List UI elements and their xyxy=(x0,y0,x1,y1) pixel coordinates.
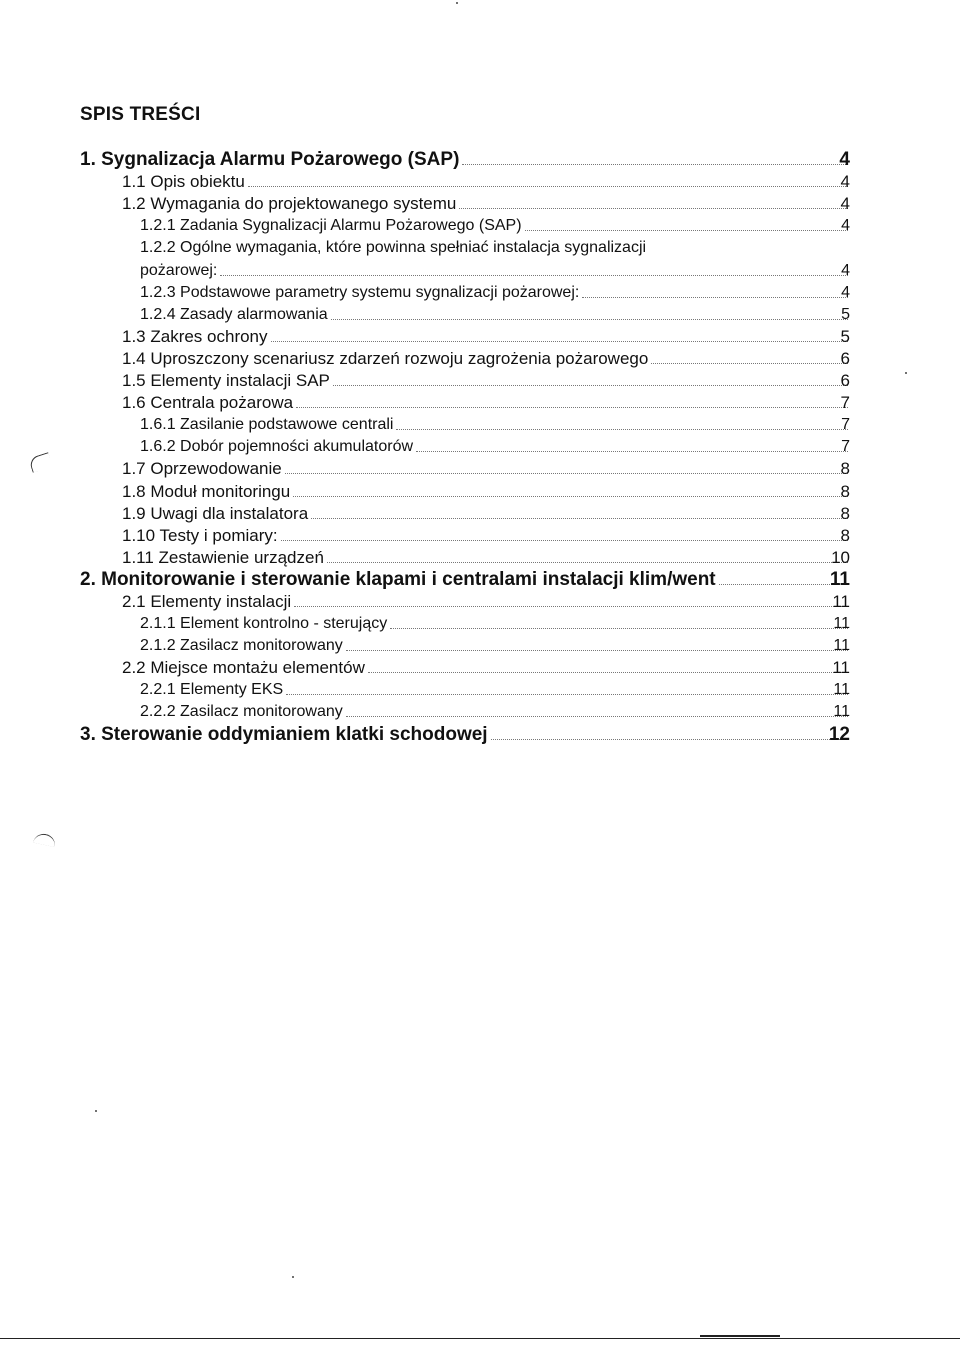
toc-entry-1-10 xyxy=(0,525,960,547)
toc-page-number: 11 xyxy=(833,703,850,721)
toc-page-number: 6 xyxy=(840,348,850,368)
toc-leader xyxy=(368,672,848,673)
toc-page-number: 11 xyxy=(833,637,850,655)
toc-leader xyxy=(416,451,848,452)
toc-page-number: 7 xyxy=(841,438,850,456)
toc-entry-3 xyxy=(0,723,960,745)
toc-entry-1-4 xyxy=(0,348,960,370)
toc-entry-1-2-3 xyxy=(0,282,960,304)
scan-speck xyxy=(905,372,907,374)
toc-page-number: 5 xyxy=(840,326,850,346)
toc-entry-text: 1.2.3 Podstawowe parametry systemu sygnalizacji pożarowej: xyxy=(140,283,580,301)
toc-leader xyxy=(333,385,848,386)
toc-entry-1 xyxy=(0,149,960,171)
toc-page-number: 8 xyxy=(840,503,850,523)
toc-entry-1-2-2 xyxy=(0,237,960,259)
toc-entry-1-5 xyxy=(0,370,960,392)
toc-entry-1-11 xyxy=(0,547,960,569)
scan-speck xyxy=(292,1276,294,1278)
toc-entry-1-2-4 xyxy=(0,304,960,326)
toc-page-number: 5 xyxy=(841,305,850,323)
page-bottom-edge xyxy=(700,1335,780,1337)
toc-leader xyxy=(248,186,848,187)
toc-leader xyxy=(346,650,848,651)
toc-leader xyxy=(331,319,848,320)
toc-entry-text: 2.1.2 Zasilacz monitorowany xyxy=(140,637,343,655)
toc-leader xyxy=(271,341,848,342)
scan-speck xyxy=(456,2,458,4)
toc-entry-text: 1.6.2 Dobór pojemności akumulatorów xyxy=(140,438,414,456)
toc-entry-2-2 xyxy=(0,657,960,679)
toc-entry-2-1-2 xyxy=(0,635,960,657)
toc-entry-text: 3. Sterowanie oddymianiem klatki schodowej xyxy=(80,723,488,745)
toc-entry-2-2-1 xyxy=(0,679,960,701)
toc-entry-text: 1.11 Zestawienie urządzeń xyxy=(122,547,324,567)
toc-entry-text: 2.2.1 Elementy EKS xyxy=(140,681,284,699)
toc-leader xyxy=(390,628,848,629)
toc-leader xyxy=(346,716,848,717)
scan-pen-mark xyxy=(33,832,57,847)
toc-leader xyxy=(294,606,848,607)
toc-leader xyxy=(459,208,848,209)
toc-leader xyxy=(327,562,848,563)
toc-entry-text: 1.2.4 Zasady alarmowania xyxy=(140,305,328,323)
scan-speck xyxy=(95,1110,97,1112)
toc-entry-1-9 xyxy=(0,503,960,525)
toc-page-number: 4 xyxy=(841,217,850,235)
toc-entry-text: 1.2.2 Ogólne wymagania, które powinna spełniać instalacja sygnalizacji xyxy=(140,239,647,257)
toc-page-number: 8 xyxy=(840,525,850,545)
toc-page-number: 11 xyxy=(832,591,850,611)
toc-leader xyxy=(296,407,848,408)
toc-page-number: 4 xyxy=(840,194,850,214)
toc-page-number: 7 xyxy=(840,393,850,413)
toc-page-number: 12 xyxy=(828,723,850,745)
toc-entry-text: 1.1 Opis obiektu xyxy=(122,172,245,192)
toc-entry-1-8 xyxy=(0,480,960,502)
toc-leader xyxy=(311,518,848,519)
toc-page-number: 10 xyxy=(831,547,850,567)
toc-entry-text: 2.2 Miejsce montażu elementów xyxy=(122,658,365,678)
toc-page-number: 7 xyxy=(841,416,850,434)
toc-page-number: 4 xyxy=(839,149,850,171)
toc-entry-text: 2.1 Elementy instalacji xyxy=(122,591,292,611)
toc-page-number: 6 xyxy=(840,371,850,391)
toc-leader xyxy=(220,275,848,276)
toc-entry-1-6-1 xyxy=(0,414,960,436)
toc-page-number: 11 xyxy=(833,615,850,633)
toc-entry-text: 1.5 Elementy instalacji SAP xyxy=(122,371,330,391)
toc-entry-1-3 xyxy=(0,326,960,348)
toc-entry-text: 1.10 Testy i pomiary: xyxy=(122,525,278,545)
toc-entry-text: 1.3 Zakres ochrony xyxy=(122,326,268,346)
toc-entry-1-6 xyxy=(0,392,960,414)
toc-leader xyxy=(396,429,848,430)
page-title: SPIS TREŚCI xyxy=(80,104,201,125)
toc-entry-1-2 xyxy=(0,193,960,215)
toc-page-number: 4 xyxy=(840,172,850,192)
toc-leader xyxy=(582,297,848,298)
toc-page-number: 8 xyxy=(840,459,850,479)
toc-entry-text: 1.4 Uproszczony scenariusz zdarzeń rozwoju zagrożenia pożarowego xyxy=(122,348,649,368)
toc-entry-text: 1.9 Uwagi dla instalatora xyxy=(122,503,309,523)
page-bottom-edge xyxy=(0,1338,960,1339)
toc-entry-text: pożarowej: xyxy=(140,261,218,279)
toc-leader xyxy=(286,694,848,695)
toc-leader xyxy=(491,739,848,740)
toc-entry-1-1 xyxy=(0,171,960,193)
toc-page-number: 4 xyxy=(841,261,850,279)
toc-page-number: 11 xyxy=(829,568,850,590)
toc-entry-text: 2. Monitorowanie i sterowanie klapami i centralami instalacji klim/went xyxy=(80,568,716,590)
toc-page-number: 4 xyxy=(841,283,850,301)
toc-entry-1-7 xyxy=(0,458,960,480)
toc-entry-text: 1.8 Moduł monitoringu xyxy=(122,481,291,501)
toc-entry-text: 1.2 Wymagania do projektowanego systemu xyxy=(122,194,457,214)
toc-entry-2 xyxy=(0,569,960,591)
toc-entry-2-2-2 xyxy=(0,701,960,723)
toc-leader xyxy=(525,230,848,231)
toc-leader xyxy=(285,473,848,474)
toc-entry-text: 1. Sygnalizacja Alarmu Pożarowego (SAP) xyxy=(80,149,460,171)
toc-leader xyxy=(281,540,848,541)
toc-entry-2-1-1 xyxy=(0,613,960,635)
toc-entry-text: 1.6 Centrala pożarowa xyxy=(122,393,294,413)
toc-entry-1-2-1 xyxy=(0,215,960,237)
toc-entry-1-6-2 xyxy=(0,436,960,458)
toc-entry-1-2-2-continued xyxy=(0,259,960,281)
toc-entry-text: 1.6.1 Zasilanie podstawowe centrali xyxy=(140,416,394,434)
table-of-contents xyxy=(0,149,960,746)
toc-entry-2-1 xyxy=(0,591,960,613)
toc-page-number: 8 xyxy=(840,481,850,501)
toc-entry-text: 1.2.1 Zadania Sygnalizacji Alarmu Pożarowego (SAP) xyxy=(140,217,522,235)
toc-entry-text: 1.7 Oprzewodowanie xyxy=(122,459,282,479)
toc-leader xyxy=(293,496,848,497)
toc-page-number: 11 xyxy=(832,658,850,678)
toc-entry-text: 2.2.2 Zasilacz monitorowany xyxy=(140,703,343,721)
toc-page-number: 11 xyxy=(833,681,850,699)
toc-entry-text: 2.1.1 Element kontrolno - sterujący xyxy=(140,615,388,633)
toc-leader xyxy=(462,164,848,165)
